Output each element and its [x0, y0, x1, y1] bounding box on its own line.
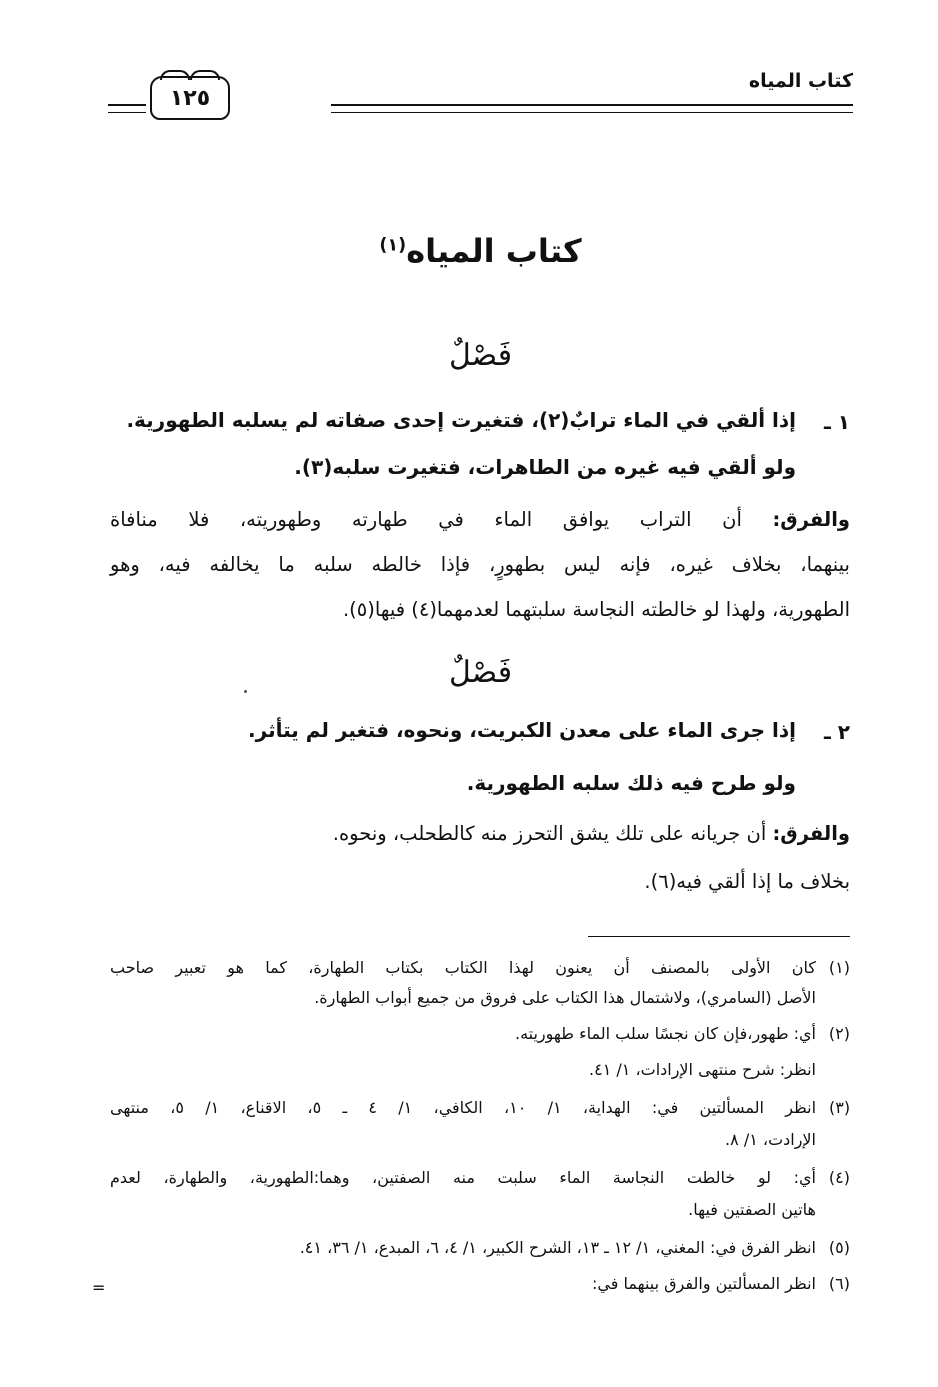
- footnote-continuation: هاتين الصفتين فيها.: [688, 1200, 816, 1219]
- footnote: [110, 1274, 850, 1293]
- footnote-number: (٣): [828, 1098, 851, 1117]
- footnote: [110, 958, 850, 977]
- rule-line: ولو ألقي فيه غيره من الطاهرات، فتغيرت سلبه(٣).: [294, 455, 796, 479]
- rule-line: إذا ألقي في الماء ترابٌ(٢)، فتغيرت إحدى صفاته لم يسلبه الطهورية.: [126, 408, 796, 432]
- footnote-number: (٦): [828, 1274, 850, 1293]
- footnote-continuation: انظر: شرح منتهى الإرادات، ١/ ٤١.: [589, 1060, 816, 1079]
- scan-speck: [244, 690, 247, 693]
- footnote: [110, 1024, 850, 1043]
- difference-line: بينهما، بخلاف غيره، فإنه ليس بطهورٍ، فإذا خالطه سلبه ما يخالفه فيه، وهو: [110, 553, 850, 576]
- chapter-title-text: كتاب المياه: [406, 232, 582, 270]
- section-heading: فَصْلٌ: [448, 338, 513, 373]
- footnote-separator: [588, 936, 850, 937]
- footnote: [110, 1238, 850, 1257]
- difference-text: أن جريانه على تلك يشق التحرز منه كالطحلب، ونحوه.: [332, 822, 767, 845]
- footnote: [110, 1168, 850, 1187]
- header-rule-left: [108, 104, 146, 113]
- difference-text: أن التراب يوافق الماء في طهارته وطهوريته، فلا منافاة: [110, 508, 742, 531]
- footnote-text: أي: طهور،فإن كان نجسًا سلب الماء طهوريته.: [514, 1024, 816, 1043]
- difference-line: الطهورية، ولهذا لو خالطته النجاسة سلبتهما لعدمهما(٤) فيها(٥).: [342, 598, 850, 621]
- difference-line: [105, 822, 850, 845]
- page-number-badge: [150, 76, 230, 120]
- page-number: ١٢٥: [169, 85, 211, 111]
- section-number: ٢ ـ: [823, 720, 850, 744]
- footnote: [110, 1098, 850, 1117]
- running-title: كتاب المياه: [748, 70, 853, 92]
- difference-label: والفرق:: [772, 822, 850, 845]
- header-rule-right: [331, 104, 853, 113]
- footnote-text: انظر المسألتين والفرق بينهما في:: [592, 1274, 816, 1293]
- rule-line: ولو طرح فيه ذلك سلبه الطهورية.: [466, 771, 796, 795]
- footnote-number: (٢): [828, 1024, 850, 1043]
- section-heading: فَصْلٌ: [448, 655, 513, 690]
- footnote-number: (١): [828, 958, 850, 977]
- difference-label: والفرق:: [772, 508, 850, 531]
- chapter-title-footnote-ref: (١): [379, 235, 407, 256]
- page-header: [108, 70, 853, 122]
- rule-line: إذا جرى الماء على معدن الكبريت، ونحوه، فتغير لم يتأثر.: [248, 718, 796, 742]
- difference-line: بخلاف ما إذا ألقي فيه(٦).: [644, 870, 850, 893]
- footnote-continuation: الأصل (السامري)، ولاشتمال هذا الكتاب على فروق من جميع أبواب الطهارة.: [314, 988, 816, 1007]
- difference-line: [110, 508, 850, 531]
- footnote-continuation: الإرادت، ١/ ٨.: [725, 1130, 816, 1149]
- footnote-text: انظر المسألتين في: الهداية، ١/ ١٠، الكافي، ١/ ٤ ـ ٥، الاقناع، ١/ ٥، منتهى: [110, 1098, 817, 1117]
- footnote-text: أي: لو خالطت النجاسة الماء سلبت منه الصفتين، وهما:الطهورية، والطهارة، لعدم: [110, 1168, 816, 1187]
- chapter-title: [108, 232, 853, 270]
- footnote-number: (٤): [828, 1168, 850, 1187]
- footnote-text: كان الأولى بالمصنف أن يعنون لهذا الكتاب بكتاب الطهارة، كما هو تعبير صاحب: [110, 958, 816, 977]
- continuation-mark: =: [92, 1278, 106, 1297]
- footnote-number: (٥): [828, 1238, 850, 1257]
- section-number: ١ ـ: [823, 410, 850, 434]
- footnote-text: انظر الفرق في: المغني، ١/ ١٢ ـ ١٣، الشرح الكبير، ١/ ٤، ٦، المبدع، ١/ ٣٦، ٤١.: [299, 1238, 816, 1257]
